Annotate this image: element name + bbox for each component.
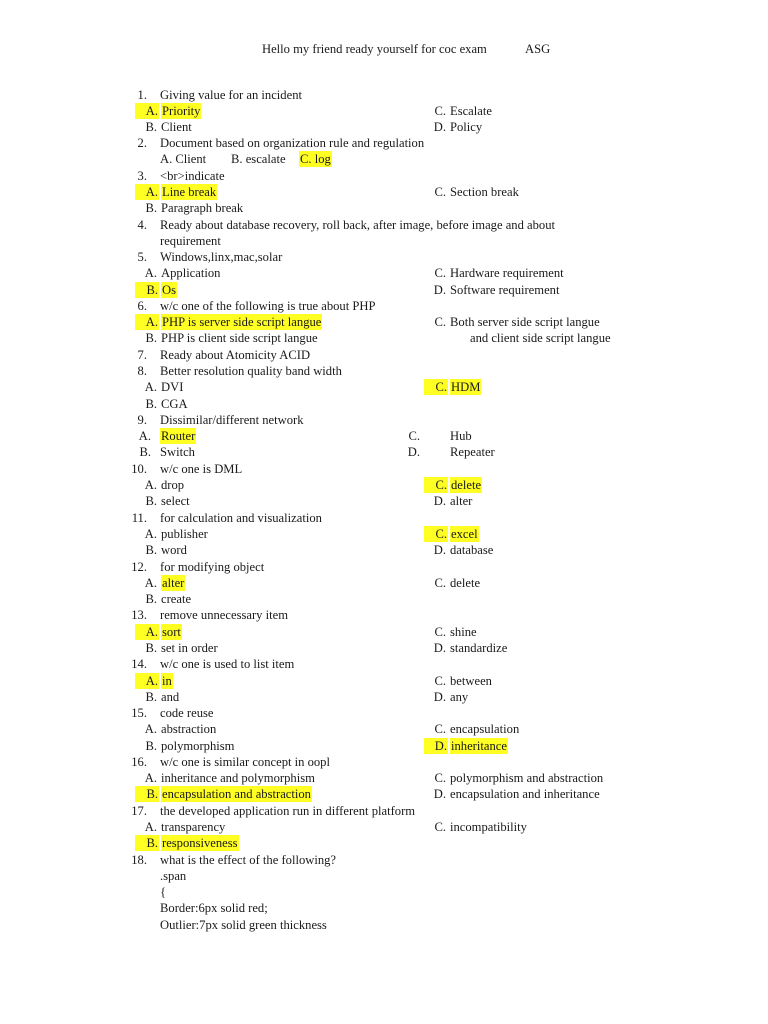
code-line: .span xyxy=(160,869,187,883)
question-number: 8. xyxy=(137,364,147,378)
question-text: w/c one is DML xyxy=(160,462,243,476)
question-number: 2. xyxy=(137,136,147,150)
question-text: code reuse xyxy=(160,706,214,720)
question-text: w/c one of the following is true about PHP xyxy=(160,299,376,313)
answer-highlight: Priority xyxy=(162,104,201,118)
question-number: 16. xyxy=(131,755,147,769)
question-number: 15. xyxy=(131,706,147,720)
question-number: 12. xyxy=(131,560,147,574)
answer-highlight: Line break xyxy=(162,185,217,199)
question-number: 9. xyxy=(137,413,147,427)
question-number: 18. xyxy=(131,853,147,867)
question-text: Windows,linx,mac,solar xyxy=(160,250,283,264)
question-text: w/c one is similar concept in oopl xyxy=(160,755,330,769)
answer-highlight: alter xyxy=(162,576,185,590)
question-number: 10. xyxy=(131,462,147,476)
header-tag: ASG xyxy=(525,42,551,56)
answer-highlight: responsiveness xyxy=(162,836,238,850)
option-b: B. escalate xyxy=(231,152,286,166)
question-text: Document based on organization rule and regulation xyxy=(160,136,425,150)
question-number: 7. xyxy=(137,348,147,362)
code-line: Outlier:7px solid green thickness xyxy=(160,918,327,932)
question-text: Giving value for an incident xyxy=(160,88,302,102)
question-text: for modifying object xyxy=(160,560,265,574)
option-c-continued: and client side script langue xyxy=(470,331,611,345)
option-a: A. Client xyxy=(160,152,207,166)
question-number: 5. xyxy=(137,250,147,264)
answer-highlight: inheritance xyxy=(451,739,507,753)
answer-highlight: encapsulation and abstraction xyxy=(162,787,311,801)
answer-highlight: HDM xyxy=(451,380,481,394)
question-number: 14. xyxy=(131,657,147,671)
answer-highlight: sort xyxy=(162,625,181,639)
question-text: what is the effect of the following? xyxy=(160,853,337,867)
question-number: 11. xyxy=(131,511,147,525)
question-text: for calculation and visualization xyxy=(160,511,322,525)
header-title: Hello my friend ready yourself for coc exam xyxy=(262,42,487,56)
answer-highlight: Os xyxy=(162,283,176,297)
answer-highlight: Router xyxy=(161,429,196,443)
document-page: Hello my friend ready yourself for coc exam ASG 1. Giving value for an incident A. Priority C. Escalate B. Client D. Policy 2. Document based on organization rule and regulation A. Client B. escalate C. log 3. <br>indicate A. Line break C. Section break B. Paragraph break 4. Ready about database recovery, roll back, after image, before image and about requirement 5. Windows,linx,mac,solar A. Application C. Hardware requirement B. Os D. Software requirement 6. w/c one of the following is true about PHP A. PHP is server side script langue C. Both server side script langue B. PHP is client side script langue and client side script langue 7. Ready about Atomicity ACID 8. Better resolution quality band width A. DVI C. HDM B. CGA 9. Dissimilar/different network A. Router C. Hub B. Switch D. Repeater 10. w/c one is DML A. drop C. delete B. select D. alter 11. for calculation and visualization A. publisher C. excel B. word D. database 12. for modifying object A. alter C. delete B. create 13. remove unnecessary item A. sort C. shine B. set in order D. standardize 14. w/c one is used to list item A. in C. between B. and D. any 15. code reuse A. abstraction C. encapsulation B. polymorphism D. inheritance 16. w/c one is similar concept in oopl A. inheritance and polymorphism C. polymorphism and abstraction B. encapsulation and abstraction D. encapsulation and inheritance 17. the developed application run in different platform A. transparency C. incompatibility B. responsiveness 18. what is the effect of the following? .span { Border:6px solid red; Outlier:7px solid green thickness xyxy=(0,0,768,1024)
question-text: Dissimilar/different network xyxy=(160,413,304,427)
answer-highlight: excel xyxy=(451,527,478,541)
code-line: { xyxy=(160,885,167,899)
question-text: Ready about Atomicity ACID xyxy=(160,348,311,362)
question-text: remove unnecessary item xyxy=(160,608,288,622)
answer-highlight: C. log xyxy=(300,152,331,166)
question-text: Ready about database recovery, roll back, after image, before image and about xyxy=(160,218,556,232)
answer-highlight: PHP is server side script langue xyxy=(162,315,322,329)
question-number: 13. xyxy=(131,608,147,622)
question-number: 1. xyxy=(137,88,147,102)
question-number: 6. xyxy=(137,299,147,313)
question-text: the developed application run in different platform xyxy=(160,804,416,818)
answer-highlight: delete xyxy=(451,478,482,492)
question-text-continued: requirement xyxy=(160,234,221,248)
question-number: 17. xyxy=(131,804,147,818)
question-text: <br>indicate xyxy=(160,169,225,183)
answer-highlight: in xyxy=(162,674,172,688)
question-text: w/c one is used to list item xyxy=(160,657,295,671)
question-number: 3. xyxy=(137,169,147,183)
question-text: Better resolution quality band width xyxy=(160,364,342,378)
question-number: 4. xyxy=(137,218,147,232)
code-line: Border:6px solid red; xyxy=(160,901,268,915)
